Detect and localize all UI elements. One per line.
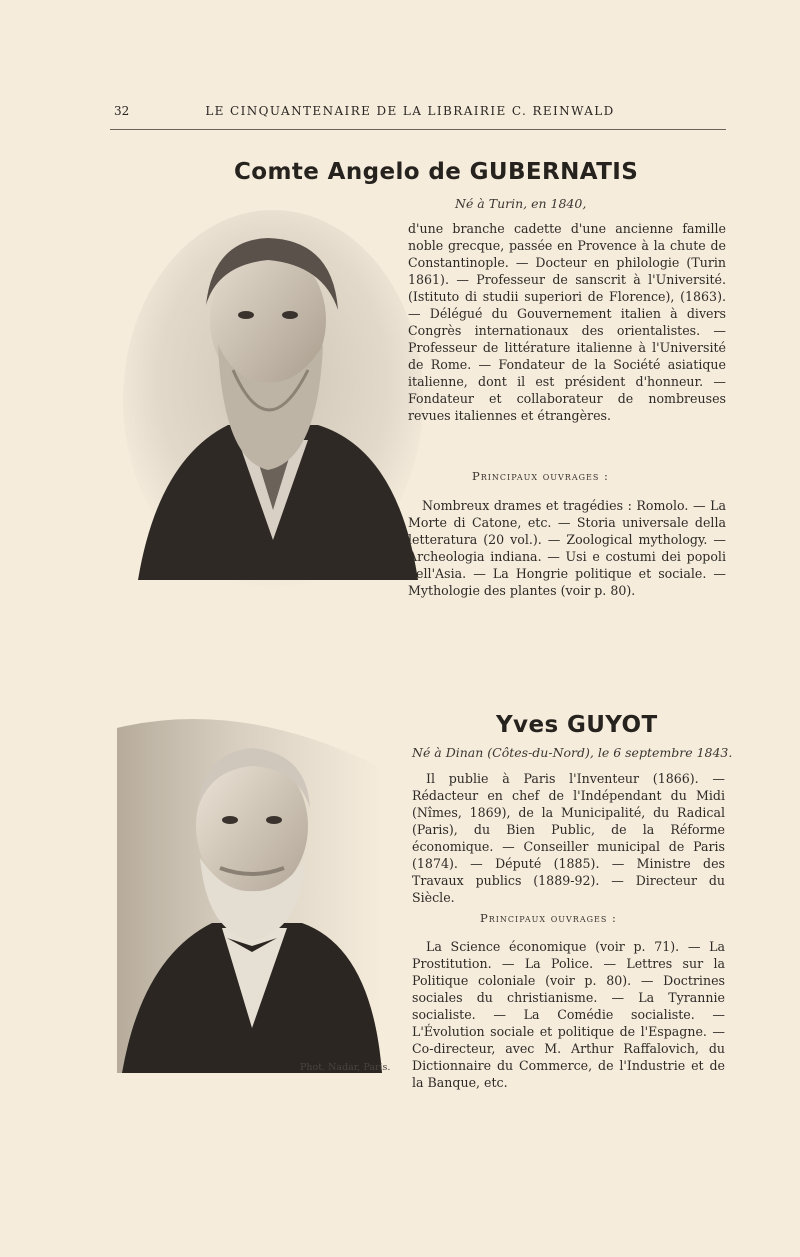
entry-name-guyot: Yves GUYOT [496,712,658,738]
works-guyot: La Science économique (voir p. 71). — La Prostitution. — La Police. — Lettres sur la Politique coloniale (voir p. 80). — Doctrines sociales du christianisme. — La Tyrannie socialiste. — La Comédie socialiste. — L'Évolution sociale et politique de l'Espagne. — Co-directeur, avec M. Arthur Raffalovich, du Dictionnaire du Commerce, de l'Industrie et de la Banque, etc. [412,939,725,1090]
page-number: 32 [114,104,130,118]
header-rule [110,129,726,130]
entry-name-gubernatis: Comte Angelo de GUBERNATIS [234,159,639,185]
works-heading-gubernatis: Principaux ouvrages : [472,469,609,483]
bio-guyot: Il publie à Paris l'Inventeur (1866). — Rédacteur en chef de l'Indépendant du Midi (Nîmes, 1869), de la Municipalité, du Radical (Paris), du Bien Public, de la Réforme économique. — Conseiller municipal de Paris (1874). — Député (1885). — Ministre des Travaux publics (1889-92). — Directeur du Siècle. [412,771,725,905]
running-title: LE CINQUANTENAIRE DE LA LIBRAIRIE C. REINWALD [205,104,615,118]
portrait-gubernatis [118,210,428,590]
bio-gubernatis: d'une branche cadette d'une ancienne famille noble grecque, passée en Provence à la chute de Constantinople. — Docteur en philologie (Turin 1861). — Professeur de sanscrit à l'Université. (Istituto di studii superiori de Florence), (1863). — Délégué du Gouvernement italien à divers Congrès internationaux des orientalistes. — Professeur de littérature italienne à l'Université de Rome. — Fondateur de la Société asiatique italienne, dont il est président d'honneur. — Fondateur et collaborateur de nombreuses revues italiennes et étrangères. [408,221,726,423]
birth-line-guyot: Né à Dinan (Côtes-du-Nord), le 6 septembre 1843. [412,745,733,760]
works-gubernatis: Nombreux drames et tragédies : Romolo. — La Morte di Catone, etc. — Storia universale della letteratura (20 vol.). — Zoological mythology. — Archeologia indiana. — Usi e costumi dei popoli dell'Asia. — La Hongrie politique et sociale. — Mythologie des plantes (voir p. 80). [408,498,726,598]
photo-credit: Phot. Nadar, Paris. [300,1062,391,1073]
portrait-guyot [112,708,387,1073]
works-heading-guyot: Principaux ouvrages : [480,911,617,925]
birth-line-gubernatis: Né à Turin, en 1840, [455,196,587,211]
